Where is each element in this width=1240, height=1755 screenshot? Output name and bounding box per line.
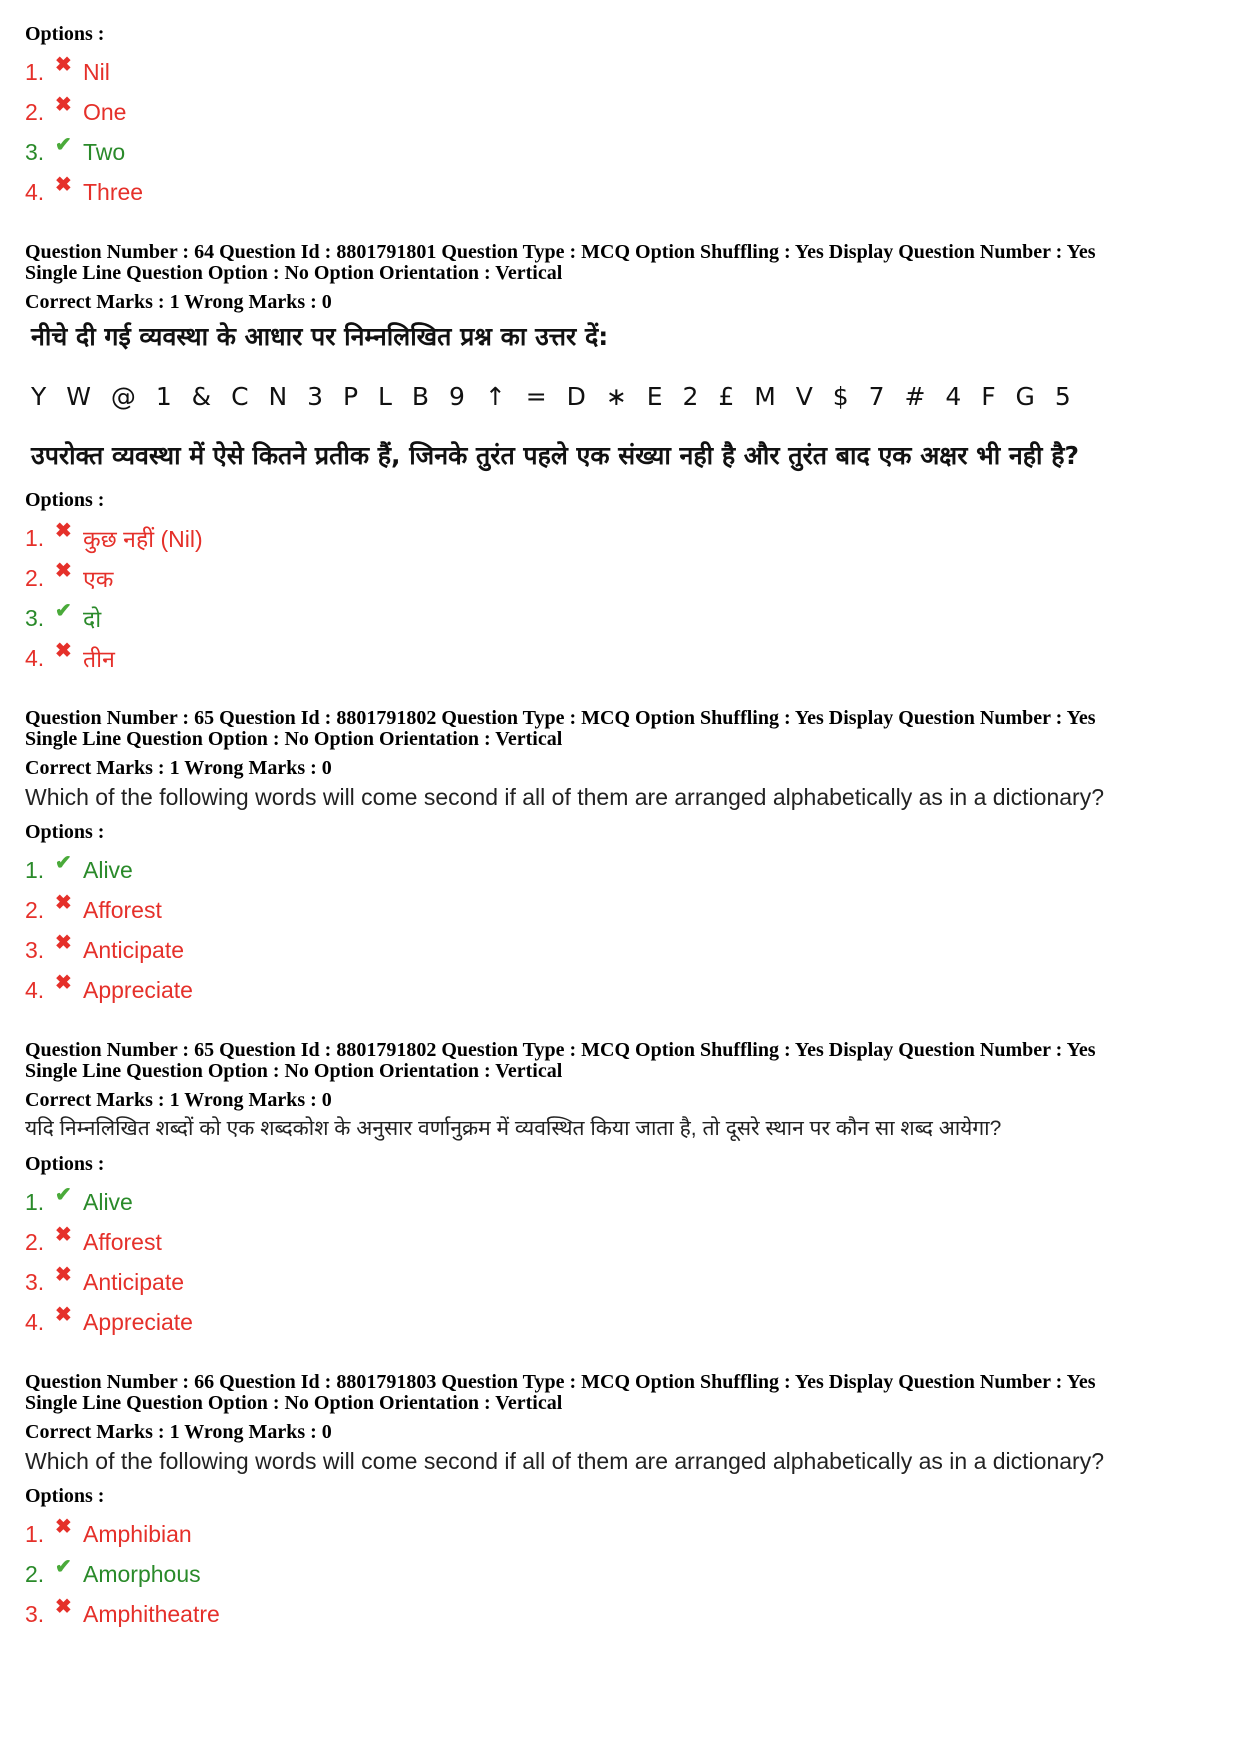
option-number: 4. [25,644,45,671]
option-item [25,92,1225,132]
option-number: 3. [25,1268,45,1295]
option-text: कुछ नहीं (Nil) [83,526,203,552]
option-text: Afforest [83,896,162,923]
option-item [25,1514,1225,1554]
cross-icon: ✖ [55,1223,72,1246]
cross-icon: ✖ [55,1263,72,1286]
option-number: 2. [25,1228,45,1255]
check-icon: ✔ [55,1183,72,1206]
question-meta-line1: Question Number : 65 Question Id : 8801791802 Question Type : MCQ Option Shuffling : Yes Display Question Number : Yes [25,707,1096,729]
option-item [25,1554,1225,1594]
option-item [25,970,1225,1010]
option-item [25,890,1225,930]
option-number: 1. [25,1520,45,1547]
option-number: 1. [25,58,45,85]
option-list [25,518,1225,678]
cross-icon: ✖ [55,1303,72,1326]
option-text: One [83,98,127,125]
question-meta [25,708,1225,750]
question-marks: Correct Marks : 1 Wrong Marks : 0 [25,1089,332,1111]
question-text: Which of the following words will come second if all of them are arranged alphabetically as in a dictionary? [25,784,1104,810]
option-item [25,52,1225,92]
question-marks: Correct Marks : 1 Wrong Marks : 0 [25,757,332,779]
option-number: 3. [25,1600,45,1627]
option-item [25,1594,1225,1634]
cross-icon: ✖ [55,53,72,76]
option-text: Appreciate [83,1308,193,1335]
option-number: 3. [25,604,45,631]
option-item [25,1262,1225,1302]
cross-icon: ✖ [55,93,72,116]
cross-icon: ✖ [55,519,72,542]
option-list [25,1514,1225,1634]
question-meta-line2: Single Line Question Option : No Option Orientation : Vertical [25,262,563,284]
option-item [25,850,1225,890]
option-item [25,518,1225,558]
question-65-hi [25,1040,1225,1342]
option-item [25,558,1225,598]
question-meta-line1: Question Number : 65 Question Id : 8801791802 Question Type : MCQ Option Shuffling : Yes Display Question Number : Yes [25,1039,1096,1061]
cross-icon: ✖ [55,1595,72,1618]
option-number: 1. [25,524,45,551]
option-item [25,930,1225,970]
option-text: Amphibian [83,1520,192,1547]
question-meta-line1: Question Number : 64 Question Id : 8801791801 Question Type : MCQ Option Shuffling : Yes Display Question Number : Yes [25,241,1096,263]
option-item [25,638,1225,678]
question-meta-line2: Single Line Question Option : No Option Orientation : Vertical [25,728,563,750]
cross-icon: ✖ [55,891,72,914]
question-meta [25,1372,1225,1414]
options-label: Options : [25,1485,105,1507]
options-block-prev [25,22,1225,212]
option-text: Anticipate [83,936,185,963]
option-text: Amphitheatre [83,1600,220,1627]
option-number: 3. [25,138,45,165]
option-item [25,172,1225,212]
question-meta-line1: Question Number : 66 Question Id : 8801791803 Question Type : MCQ Option Shuffling : Yes Display Question Number : Yes [25,1371,1096,1393]
option-item [25,598,1225,638]
question-prompt: उपरोक्त व्यवस्था में ऐसे कितने प्रतीक हैं, जिनके तुरंत पहले एक संख्या नही है और तुरंत बाद एक अक्षर भी नही है? [31,441,1080,470]
option-text: Afforest [83,1228,162,1255]
cross-icon: ✖ [55,173,72,196]
option-number: 2. [25,98,45,125]
option-text: एक [83,566,114,592]
option-text: Alive [83,1188,133,1215]
option-item [25,132,1225,172]
option-item [25,1302,1225,1342]
question-text: Which of the following words will come second if all of them are arranged alphabetically as in a dictionary? [25,1448,1104,1474]
option-number: 4. [25,178,45,205]
cross-icon: ✖ [55,931,72,954]
option-text: तीन [83,646,115,672]
option-text: दो [83,606,102,632]
option-number: 4. [25,1308,45,1335]
option-list [25,850,1225,1010]
check-icon: ✔ [55,133,72,156]
cross-icon: ✖ [55,639,72,662]
question-65-en [25,708,1225,1010]
question-marks: Correct Marks : 1 Wrong Marks : 0 [25,291,332,313]
question-64 [25,242,1225,678]
option-text: Nil [83,58,110,85]
question-meta-line2: Single Line Question Option : No Option Orientation : Vertical [25,1392,563,1414]
question-instruction: नीचे दी गई व्यवस्था के आधार पर निम्नलिखित प्रश्न का उत्तर दें: [31,322,609,351]
options-label: Options : [25,1153,105,1175]
cross-icon: ✖ [55,1515,72,1538]
check-icon: ✔ [55,851,72,874]
option-text: Three [83,178,144,205]
option-item [25,1182,1225,1222]
option-text: Appreciate [83,976,193,1003]
option-number: 2. [25,564,45,591]
option-text: Two [83,138,126,165]
option-number: 2. [25,1560,45,1587]
option-number: 3. [25,936,45,963]
question-meta [25,1040,1225,1082]
question-marks: Correct Marks : 1 Wrong Marks : 0 [25,1421,332,1443]
option-text: Amorphous [83,1560,201,1587]
options-label: Options : [25,23,105,45]
question-sequence: Y W @ 1 & C N 3 P L B 9 ↑ = D ∗ E 2 £ M V $ 7 # 4 F G 5 [31,382,1077,411]
question-paper [25,22,1225,1634]
option-text: Alive [83,856,133,883]
question-66 [25,1372,1225,1634]
option-list [25,1182,1225,1342]
question-meta-line2: Single Line Question Option : No Option Orientation : Vertical [25,1060,563,1082]
question-meta [25,242,1225,284]
question-text-block [31,320,1225,474]
cross-icon: ✖ [55,559,72,582]
option-item [25,1222,1225,1262]
cross-icon: ✖ [55,971,72,994]
options-label: Options : [25,821,105,843]
option-text: Anticipate [83,1268,185,1295]
check-icon: ✔ [55,599,72,622]
question-text: यदि निम्नलिखित शब्दों को एक शब्दकोश के अनुसार वर्णानुक्रम में व्यवस्थित किया जाता है, तो दूसरे स्थान पर कौन सा शब्द आयेगा? [25,1117,1002,1140]
check-icon: ✔ [55,1555,72,1578]
option-number: 1. [25,856,45,883]
option-number: 2. [25,896,45,923]
option-number: 1. [25,1188,45,1215]
option-list [25,52,1225,212]
options-label: Options : [25,489,105,511]
option-number: 4. [25,976,45,1003]
